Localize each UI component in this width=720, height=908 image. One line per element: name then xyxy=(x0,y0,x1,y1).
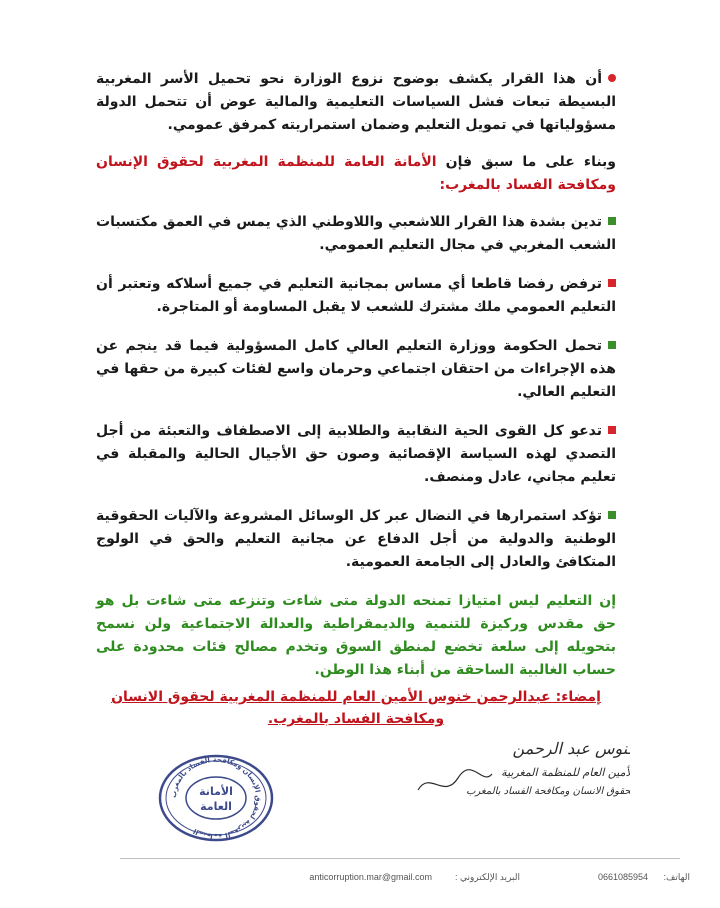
organization-highlight: الأمانة العامة للمنظمة المغربية لحقوق الإنسان ومكافحة الفساد بالمغرب: xyxy=(96,154,616,193)
footer-email[interactable]: anticorruption.mar@gmail.com xyxy=(309,872,432,882)
point-responsibility xyxy=(96,335,616,404)
footer-phone-label: الهاتف: xyxy=(663,872,690,882)
stamp-center-line2: العامة xyxy=(200,800,232,813)
signature-text: إمضاء: عبدالرحمن خنوس الأمين العام للمنظمة المغربية لحقوق الانسان ومكافحة الفساد بالمغرب. xyxy=(111,689,601,727)
bullet-dot-icon xyxy=(608,74,616,82)
closing-statement-text: إن التعليم ليس امتيازا تمنحه الدولة متى شاءت وتنزعه متى شاءت بل هو حق مقدس وركيزة للتنمية والديمقراطية والعدالة الاجتماعية ولن نسمح بتحويله إلى سلعة تخضع لمنطق السوق وتخدم مصالح فئات محدودة على حساب الغالبية الساحقة من أبناء هذا الوطن. xyxy=(96,593,616,678)
footer-email-label: البريد الإلكتروني : xyxy=(454,872,520,882)
official-stamp xyxy=(156,752,276,844)
red-square-bullet-icon xyxy=(608,426,616,434)
point-continue-text: تؤكد استمرارها في النضال عبر كل الوسائل المشروعة والآليات الحقوقية الوطنية والدولية من أجل الدفاع عن مجانية التعليم والحق في الولوج المتكافئ والعادل إلى الجامعة العمومية. xyxy=(96,508,616,570)
paragraph-1 xyxy=(96,68,616,137)
green-square-bullet-icon xyxy=(608,341,616,349)
handwritten-name: خنوس عبد الرحمن xyxy=(512,739,630,758)
handwritten-signature-block xyxy=(400,730,630,814)
stamp-center-line1: الأمانة xyxy=(199,785,233,798)
footer-phone: 0661085954 xyxy=(597,872,648,882)
point-reject xyxy=(96,273,616,319)
signature-line xyxy=(96,686,616,730)
point-condemn xyxy=(96,211,616,257)
handwritten-title-line1: الأمين العام للمنظمة المغربية xyxy=(501,766,630,779)
stamp-ring-text: المنظمة المغربية لحقوق الإنسان ومكافحة الفساد بالمغرب xyxy=(169,755,263,841)
handwritten-title-line2: لحقوق الانسان ومكافحة الفساد بالمغرب xyxy=(466,786,630,797)
red-square-bullet-icon xyxy=(608,279,616,287)
green-square-bullet-icon xyxy=(608,217,616,225)
footer-divider xyxy=(120,858,680,859)
svg-text:المنظمة المغربية لحقوق الإنسان xyxy=(170,756,262,840)
green-square-bullet-icon xyxy=(608,511,616,519)
point-continue xyxy=(96,505,616,574)
point-condemn-text: تدين بشدة هذا القرار اللاشعبي واللاوطني الذي يمس في العمق مكتسبات الشعب المغربي في مجال التعليم العمومي. xyxy=(96,214,616,253)
point-responsibility-text: تحمل الحكومة ووزارة التعليم العالي كامل المسؤولية فيما قد ينجم عن هذه الإجراءات من احتقان اجتماعي وحرمان واسع لفئات كبيرة من حقها في التعليم العالي. xyxy=(96,338,616,400)
document-body xyxy=(96,68,616,746)
paragraph-1-text: أن هذا القرار يكشف بوضوح نزوع الوزارة نحو تحميل الأسر المغربية البسيطة تبعات فشل السياسات التعليمية والمالية عوض أن تتحمل الدولة مسؤولياتها في تمويل التعليم وضمان استمراريته كمرفق عمومي. xyxy=(96,71,616,133)
point-call-text: تدعو كل القوى الحية النقابية والطلابية إلى الاصطفاف والتعبئة من أجل التصدي لهذه السياسة الإقصائية وصون حق الأجيال الحالية والمقبلة في تعليم مجاني، عادل ومنصف. xyxy=(96,423,616,485)
closing-statement xyxy=(96,590,616,682)
page-footer xyxy=(150,872,690,886)
handwritten-signature xyxy=(400,730,630,814)
point-reject-text: ترفض رفضا قاطعا أي مساس بمجانية التعليم في جميع أسلاكه وتعتبر أن التعليم العمومي ملك مشترك للشعب لا يقبل المساومة أو المتاجرة. xyxy=(96,276,616,315)
intro-paragraph xyxy=(96,151,616,197)
point-call xyxy=(96,420,616,489)
intro-prefix: وبناء على ما سبق فإن xyxy=(436,154,616,170)
